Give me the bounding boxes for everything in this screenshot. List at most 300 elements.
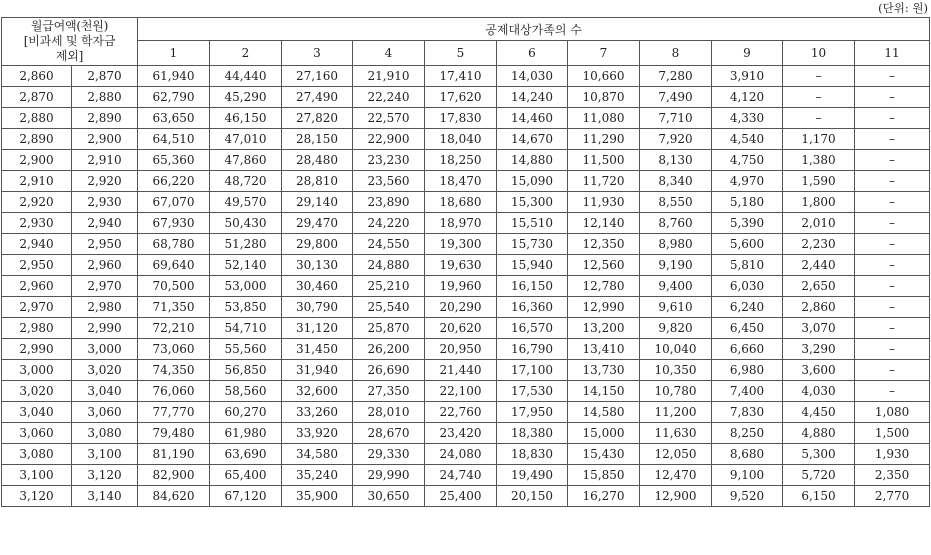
tax-amount-cell: 11,500 xyxy=(568,150,640,171)
tax-amount-cell: 8,980 xyxy=(640,234,712,255)
tax-amount-cell: 18,970 xyxy=(425,213,497,234)
tax-amount-cell: 67,070 xyxy=(138,192,210,213)
tax-amount-cell: 5,180 xyxy=(712,192,783,213)
tax-amount-cell: 48,720 xyxy=(210,171,282,192)
table-row xyxy=(2,150,930,171)
salary-from-cell: 3,060 xyxy=(2,423,72,444)
tax-amount-cell: 46,150 xyxy=(210,108,282,129)
salary-from-cell: 2,930 xyxy=(2,213,72,234)
tax-amount-cell: 7,400 xyxy=(712,381,783,402)
tax-amount-cell: 53,000 xyxy=(210,276,282,297)
salary-from-cell: 2,880 xyxy=(2,108,72,129)
salary-to-cell: 2,960 xyxy=(72,255,138,276)
tax-amount-cell: 4,540 xyxy=(712,129,783,150)
salary-header-line1: 월급여액(천원) xyxy=(30,19,109,33)
table-row xyxy=(2,339,930,360)
tax-amount-cell: 22,240 xyxy=(353,87,425,108)
tax-amount-cell: 62,790 xyxy=(138,87,210,108)
family-count-title: 공제대상가족의 수 xyxy=(138,18,930,41)
tax-amount-cell: 51,280 xyxy=(210,234,282,255)
tax-amount-cell: 35,900 xyxy=(282,486,353,507)
tax-amount-cell: 8,680 xyxy=(712,444,783,465)
tax-amount-cell: – xyxy=(855,234,930,255)
tax-amount-cell: 5,600 xyxy=(712,234,783,255)
tax-amount-cell: 9,520 xyxy=(712,486,783,507)
salary-to-cell: 3,120 xyxy=(72,465,138,486)
tax-amount-cell: 28,150 xyxy=(282,129,353,150)
tax-amount-cell: 82,900 xyxy=(138,465,210,486)
tax-amount-cell: 66,220 xyxy=(138,171,210,192)
table-row xyxy=(2,318,930,339)
salary-from-cell: 2,950 xyxy=(2,255,72,276)
salary-to-cell: 3,140 xyxy=(72,486,138,507)
tax-amount-cell: 14,580 xyxy=(568,402,640,423)
tax-amount-cell: 34,580 xyxy=(282,444,353,465)
table-row xyxy=(2,171,930,192)
salary-header-line2: [비과세 및 학자금 xyxy=(23,34,116,48)
tax-amount-cell: 11,720 xyxy=(568,171,640,192)
tax-amount-cell: 19,960 xyxy=(425,276,497,297)
table-row xyxy=(2,465,930,486)
tax-amount-cell: 67,930 xyxy=(138,213,210,234)
tax-amount-cell: 4,030 xyxy=(783,381,855,402)
tax-amount-cell: 14,670 xyxy=(497,129,568,150)
family-count-header: 10 xyxy=(783,41,855,66)
tax-amount-cell: 12,350 xyxy=(568,234,640,255)
tax-amount-cell: 14,460 xyxy=(497,108,568,129)
tax-amount-cell: 18,830 xyxy=(497,444,568,465)
tax-amount-cell: 1,590 xyxy=(783,171,855,192)
tax-amount-cell: 13,410 xyxy=(568,339,640,360)
tax-amount-cell: – xyxy=(855,87,930,108)
tax-amount-cell: 30,650 xyxy=(353,486,425,507)
tax-amount-cell: – xyxy=(855,276,930,297)
tax-amount-cell: 31,940 xyxy=(282,360,353,381)
tax-amount-cell: 8,550 xyxy=(640,192,712,213)
table-row xyxy=(2,297,930,318)
salary-to-cell: 2,980 xyxy=(72,297,138,318)
tax-amount-cell: 65,360 xyxy=(138,150,210,171)
table-row xyxy=(2,381,930,402)
tax-amount-cell: 12,140 xyxy=(568,213,640,234)
salary-from-cell: 3,040 xyxy=(2,402,72,423)
salary-from-cell: 3,120 xyxy=(2,486,72,507)
tax-amount-cell: – xyxy=(855,129,930,150)
tax-amount-cell: 6,240 xyxy=(712,297,783,318)
tax-amount-cell: 9,400 xyxy=(640,276,712,297)
tax-amount-cell: 10,780 xyxy=(640,381,712,402)
tax-amount-cell: 15,000 xyxy=(568,423,640,444)
tax-amount-cell: 69,640 xyxy=(138,255,210,276)
tax-amount-cell: – xyxy=(855,381,930,402)
tax-amount-cell: 24,550 xyxy=(353,234,425,255)
tax-amount-cell: 24,880 xyxy=(353,255,425,276)
family-count-header: 11 xyxy=(855,41,930,66)
tax-amount-cell: 7,490 xyxy=(640,87,712,108)
tax-amount-cell: 20,290 xyxy=(425,297,497,318)
tax-amount-cell: 23,230 xyxy=(353,150,425,171)
tax-amount-cell: 17,530 xyxy=(497,381,568,402)
tax-amount-cell: 16,360 xyxy=(497,297,568,318)
tax-amount-cell: 6,980 xyxy=(712,360,783,381)
tax-amount-cell: 12,990 xyxy=(568,297,640,318)
tax-amount-cell: 15,510 xyxy=(497,213,568,234)
tax-amount-cell: 9,610 xyxy=(640,297,712,318)
tax-amount-cell: 12,560 xyxy=(568,255,640,276)
tax-amount-cell: 7,710 xyxy=(640,108,712,129)
tax-amount-cell: 12,780 xyxy=(568,276,640,297)
tax-amount-cell: 13,730 xyxy=(568,360,640,381)
tax-amount-cell: 15,300 xyxy=(497,192,568,213)
tax-amount-cell: 15,940 xyxy=(497,255,568,276)
tax-amount-cell: 2,770 xyxy=(855,486,930,507)
tax-amount-cell: 11,630 xyxy=(640,423,712,444)
salary-to-cell: 3,020 xyxy=(72,360,138,381)
tax-amount-cell: 24,220 xyxy=(353,213,425,234)
table-row xyxy=(2,129,930,150)
salary-from-cell: 2,990 xyxy=(2,339,72,360)
tax-amount-cell: 73,060 xyxy=(138,339,210,360)
tax-amount-cell: 18,250 xyxy=(425,150,497,171)
tax-amount-cell: 9,100 xyxy=(712,465,783,486)
tax-amount-cell: 50,430 xyxy=(210,213,282,234)
salary-from-cell: 3,020 xyxy=(2,381,72,402)
tax-amount-cell: 30,130 xyxy=(282,255,353,276)
salary-to-cell: 3,080 xyxy=(72,423,138,444)
salary-to-cell: 2,880 xyxy=(72,87,138,108)
tax-amount-cell: 9,190 xyxy=(640,255,712,276)
salary-to-cell: 3,000 xyxy=(72,339,138,360)
tax-amount-cell: 58,560 xyxy=(210,381,282,402)
table-row xyxy=(2,87,930,108)
tax-amount-cell: 19,630 xyxy=(425,255,497,276)
tax-amount-cell: 19,490 xyxy=(497,465,568,486)
tax-amount-cell: 63,690 xyxy=(210,444,282,465)
tax-amount-cell: 5,720 xyxy=(783,465,855,486)
tax-amount-cell: 15,090 xyxy=(497,171,568,192)
family-count-header: 3 xyxy=(282,41,353,66)
tax-amount-cell: 25,210 xyxy=(353,276,425,297)
tax-amount-cell: 16,570 xyxy=(497,318,568,339)
tax-amount-cell: 5,810 xyxy=(712,255,783,276)
tax-amount-cell: 17,410 xyxy=(425,66,497,87)
tax-amount-cell: 10,350 xyxy=(640,360,712,381)
tax-amount-cell: 72,210 xyxy=(138,318,210,339)
tax-amount-cell: 8,760 xyxy=(640,213,712,234)
salary-from-cell: 2,900 xyxy=(2,150,72,171)
salary-from-cell: 2,980 xyxy=(2,318,72,339)
tax-amount-cell: 2,010 xyxy=(783,213,855,234)
unit-label: (단위: 원) xyxy=(878,1,928,15)
tax-amount-cell: 30,460 xyxy=(282,276,353,297)
tax-amount-cell: 15,430 xyxy=(568,444,640,465)
tax-amount-cell: 17,830 xyxy=(425,108,497,129)
salary-from-cell: 2,960 xyxy=(2,276,72,297)
tax-amount-cell: 30,790 xyxy=(282,297,353,318)
tax-amount-cell: 47,010 xyxy=(210,129,282,150)
tax-amount-cell: 13,200 xyxy=(568,318,640,339)
tax-amount-cell: 15,730 xyxy=(497,234,568,255)
tax-amount-cell: – xyxy=(855,108,930,129)
tax-amount-cell: 29,800 xyxy=(282,234,353,255)
tax-amount-cell: 8,130 xyxy=(640,150,712,171)
tax-amount-cell: 6,450 xyxy=(712,318,783,339)
tax-amount-cell: 76,060 xyxy=(138,381,210,402)
salary-from-cell: 2,970 xyxy=(2,297,72,318)
tax-amount-cell: 3,070 xyxy=(783,318,855,339)
salary-to-cell: 2,890 xyxy=(72,108,138,129)
tax-amount-cell: 7,830 xyxy=(712,402,783,423)
tax-amount-cell: 11,080 xyxy=(568,108,640,129)
salary-to-cell: 2,870 xyxy=(72,66,138,87)
tax-amount-cell: 74,350 xyxy=(138,360,210,381)
tax-amount-cell: 22,900 xyxy=(353,129,425,150)
tax-amount-cell: 8,340 xyxy=(640,171,712,192)
salary-to-cell: 2,990 xyxy=(72,318,138,339)
tax-amount-cell: 4,880 xyxy=(783,423,855,444)
tax-amount-cell: 28,010 xyxy=(353,402,425,423)
tax-amount-cell: – xyxy=(855,255,930,276)
tax-amount-cell: 65,400 xyxy=(210,465,282,486)
salary-from-cell: 2,860 xyxy=(2,66,72,87)
tax-amount-cell: 47,860 xyxy=(210,150,282,171)
table-row xyxy=(2,192,930,213)
tax-amount-cell: 2,860 xyxy=(783,297,855,318)
tax-amount-cell: 5,300 xyxy=(783,444,855,465)
tax-amount-cell: 17,620 xyxy=(425,87,497,108)
tax-amount-cell: 6,030 xyxy=(712,276,783,297)
tax-amount-cell: 22,760 xyxy=(425,402,497,423)
tax-amount-cell: 21,910 xyxy=(353,66,425,87)
family-count-header: 8 xyxy=(640,41,712,66)
tax-amount-cell: 4,330 xyxy=(712,108,783,129)
tax-amount-cell: – xyxy=(855,66,930,87)
tax-amount-cell: 18,680 xyxy=(425,192,497,213)
tax-amount-cell: 27,350 xyxy=(353,381,425,402)
salary-from-cell: 3,000 xyxy=(2,360,72,381)
tax-amount-cell: 17,100 xyxy=(497,360,568,381)
tax-amount-cell: 54,710 xyxy=(210,318,282,339)
tax-amount-cell: 1,080 xyxy=(855,402,930,423)
tax-amount-cell: – xyxy=(855,297,930,318)
tax-amount-cell: – xyxy=(855,213,930,234)
tax-amount-cell: 2,440 xyxy=(783,255,855,276)
tax-amount-cell: 23,890 xyxy=(353,192,425,213)
tax-amount-cell: 28,670 xyxy=(353,423,425,444)
tax-amount-cell: 33,920 xyxy=(282,423,353,444)
tax-amount-cell: 84,620 xyxy=(138,486,210,507)
tax-amount-cell: 7,280 xyxy=(640,66,712,87)
tax-amount-cell: 31,120 xyxy=(282,318,353,339)
salary-to-cell: 2,930 xyxy=(72,192,138,213)
tax-amount-cell: 18,470 xyxy=(425,171,497,192)
tax-amount-cell: 3,910 xyxy=(712,66,783,87)
tax-amount-cell: 60,270 xyxy=(210,402,282,423)
tax-amount-cell: 3,600 xyxy=(783,360,855,381)
tax-amount-cell: 53,850 xyxy=(210,297,282,318)
tax-amount-cell: 27,160 xyxy=(282,66,353,87)
salary-to-cell: 3,040 xyxy=(72,381,138,402)
table-row xyxy=(2,234,930,255)
tax-amount-cell: – xyxy=(783,87,855,108)
salary-from-cell: 2,940 xyxy=(2,234,72,255)
tax-amount-cell: 45,290 xyxy=(210,87,282,108)
tax-amount-cell: 3,290 xyxy=(783,339,855,360)
salary-to-cell: 3,100 xyxy=(72,444,138,465)
tax-amount-cell: 52,140 xyxy=(210,255,282,276)
tax-amount-cell: 4,450 xyxy=(783,402,855,423)
tax-amount-cell: 33,260 xyxy=(282,402,353,423)
salary-from-cell: 3,100 xyxy=(2,465,72,486)
salary-to-cell: 2,970 xyxy=(72,276,138,297)
tax-amount-cell: – xyxy=(783,66,855,87)
family-count-header: 7 xyxy=(568,41,640,66)
salary-from-cell: 2,910 xyxy=(2,171,72,192)
tax-amount-cell: 24,080 xyxy=(425,444,497,465)
tax-amount-cell: 14,030 xyxy=(497,66,568,87)
tax-amount-cell: – xyxy=(855,339,930,360)
tax-amount-cell: 5,390 xyxy=(712,213,783,234)
tax-amount-cell: 26,200 xyxy=(353,339,425,360)
tax-amount-cell: 79,480 xyxy=(138,423,210,444)
tax-amount-cell: 4,120 xyxy=(712,87,783,108)
tax-amount-cell: 4,750 xyxy=(712,150,783,171)
family-count-header: 4 xyxy=(353,41,425,66)
tax-amount-cell: 20,150 xyxy=(497,486,568,507)
tax-amount-cell: 16,790 xyxy=(497,339,568,360)
tax-amount-cell: 16,150 xyxy=(497,276,568,297)
tax-amount-cell: 15,850 xyxy=(568,465,640,486)
table-row xyxy=(2,276,930,297)
tax-amount-cell: 63,650 xyxy=(138,108,210,129)
tax-amount-cell: 1,930 xyxy=(855,444,930,465)
table-row xyxy=(2,213,930,234)
tax-amount-cell: 12,050 xyxy=(640,444,712,465)
tax-amount-cell: 23,420 xyxy=(425,423,497,444)
tax-amount-cell: 14,150 xyxy=(568,381,640,402)
salary-to-cell: 2,950 xyxy=(72,234,138,255)
table-row xyxy=(2,108,930,129)
tax-amount-cell: 12,900 xyxy=(640,486,712,507)
tax-amount-cell: 16,270 xyxy=(568,486,640,507)
salary-to-cell: 2,900 xyxy=(72,129,138,150)
tax-amount-cell: 61,980 xyxy=(210,423,282,444)
tax-amount-cell: 64,510 xyxy=(138,129,210,150)
table-row xyxy=(2,66,930,87)
tax-amount-cell: 23,560 xyxy=(353,171,425,192)
tax-amount-cell: – xyxy=(855,171,930,192)
tax-amount-cell: 28,480 xyxy=(282,150,353,171)
family-count-header: 1 xyxy=(138,41,210,66)
tax-amount-cell: 68,780 xyxy=(138,234,210,255)
tax-amount-cell: 7,920 xyxy=(640,129,712,150)
tax-amount-cell: 25,540 xyxy=(353,297,425,318)
salary-to-cell: 2,940 xyxy=(72,213,138,234)
table-row xyxy=(2,255,930,276)
tax-amount-cell: 49,570 xyxy=(210,192,282,213)
tax-amount-cell: 61,940 xyxy=(138,66,210,87)
tax-amount-cell: 11,930 xyxy=(568,192,640,213)
tax-amount-cell: 1,500 xyxy=(855,423,930,444)
tax-amount-cell: 2,230 xyxy=(783,234,855,255)
tax-amount-cell: 20,950 xyxy=(425,339,497,360)
salary-to-cell: 2,920 xyxy=(72,171,138,192)
tax-amount-cell: 70,500 xyxy=(138,276,210,297)
tax-amount-cell: 18,380 xyxy=(497,423,568,444)
family-count-header: 5 xyxy=(425,41,497,66)
tax-amount-cell: 21,440 xyxy=(425,360,497,381)
tax-amount-cell: 24,740 xyxy=(425,465,497,486)
tax-amount-cell: 25,870 xyxy=(353,318,425,339)
tax-amount-cell: 20,620 xyxy=(425,318,497,339)
tax-amount-cell: 6,660 xyxy=(712,339,783,360)
family-count-header: 9 xyxy=(712,41,783,66)
tax-amount-cell: 17,950 xyxy=(497,402,568,423)
salary-to-cell: 3,060 xyxy=(72,402,138,423)
salary-from-cell: 2,870 xyxy=(2,87,72,108)
tax-amount-cell: 32,600 xyxy=(282,381,353,402)
tax-amount-cell: 29,140 xyxy=(282,192,353,213)
salary-from-cell: 2,920 xyxy=(2,192,72,213)
tax-amount-cell: 18,040 xyxy=(425,129,497,150)
tax-amount-cell: 10,040 xyxy=(640,339,712,360)
tax-amount-cell: 29,470 xyxy=(282,213,353,234)
tax-amount-cell: – xyxy=(783,108,855,129)
table-row xyxy=(2,444,930,465)
tax-amount-cell: 22,100 xyxy=(425,381,497,402)
tax-amount-cell: 1,170 xyxy=(783,129,855,150)
tax-amount-cell: 1,380 xyxy=(783,150,855,171)
tax-amount-cell: 55,560 xyxy=(210,339,282,360)
tax-amount-cell: 9,820 xyxy=(640,318,712,339)
tax-amount-cell: 81,190 xyxy=(138,444,210,465)
tax-amount-cell: 6,150 xyxy=(783,486,855,507)
salary-from-cell: 2,890 xyxy=(2,129,72,150)
tax-amount-cell: 56,850 xyxy=(210,360,282,381)
tax-amount-cell: 67,120 xyxy=(210,486,282,507)
table-row xyxy=(2,360,930,381)
tax-amount-cell: 35,240 xyxy=(282,465,353,486)
table-row xyxy=(2,423,930,444)
tax-amount-cell: 77,770 xyxy=(138,402,210,423)
tax-amount-cell: 29,330 xyxy=(353,444,425,465)
family-count-header: 6 xyxy=(497,41,568,66)
tax-amount-cell: 10,660 xyxy=(568,66,640,87)
tax-amount-cell: – xyxy=(855,318,930,339)
withholding-tax-table xyxy=(1,17,930,507)
tax-amount-cell: 44,440 xyxy=(210,66,282,87)
tax-amount-cell: 26,690 xyxy=(353,360,425,381)
tax-amount-cell: 14,240 xyxy=(497,87,568,108)
tax-amount-cell: 12,470 xyxy=(640,465,712,486)
tax-amount-cell: 25,400 xyxy=(425,486,497,507)
tax-amount-cell: – xyxy=(855,150,930,171)
tax-amount-cell: 14,880 xyxy=(497,150,568,171)
tax-amount-cell: – xyxy=(855,192,930,213)
tax-amount-cell: 31,450 xyxy=(282,339,353,360)
tax-amount-cell: 71,350 xyxy=(138,297,210,318)
table-row xyxy=(2,402,930,423)
tax-amount-cell: 11,200 xyxy=(640,402,712,423)
tax-amount-cell: 22,570 xyxy=(353,108,425,129)
tax-amount-cell: 2,650 xyxy=(783,276,855,297)
tax-amount-cell: 19,300 xyxy=(425,234,497,255)
table-row xyxy=(2,486,930,507)
tax-amount-cell: 29,990 xyxy=(353,465,425,486)
tax-amount-cell: 27,490 xyxy=(282,87,353,108)
tax-amount-cell: 2,350 xyxy=(855,465,930,486)
tax-amount-cell: 27,820 xyxy=(282,108,353,129)
